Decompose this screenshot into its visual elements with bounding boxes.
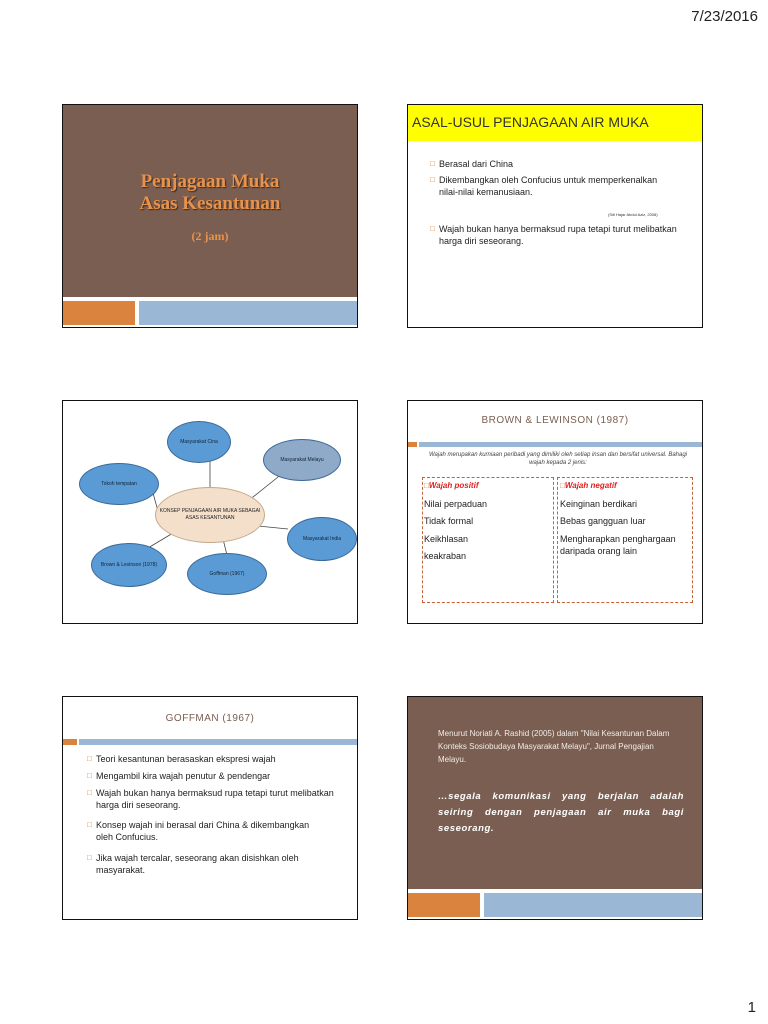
node-masyarakat-india: Masyarakat India (287, 517, 357, 561)
slide-title: GOFFMAN (1967) (165, 713, 255, 724)
list-item: Tidak formal (424, 516, 474, 526)
slide-2-origin (407, 104, 703, 328)
slide-header-band (408, 105, 702, 141)
diagram-center-node: KONSEP PENJAGAAN AIR MUKA SEBAGAI ASAS KESANTUNAN (155, 487, 265, 543)
presentation-title (63, 171, 357, 215)
accent-bar-blue (419, 442, 702, 447)
bullet-item: □ Dikembangkan oleh Confucius untuk memperkenalkan nilai-nilai kemanusiaan. (439, 174, 669, 198)
list-item: Nilai perpaduan (424, 499, 488, 509)
accent-bar-blue (484, 893, 702, 917)
accent-bar-blue (79, 739, 357, 745)
slide-6-quote (407, 696, 703, 920)
source-reference: Menurut Noriati A. Rashid (2005) dalam "Nilai Kesantunan Dalam Konteks Sosiobudaya Masyarakat Melayu", Jurnal Pengajian Melayu. (438, 729, 670, 764)
citation: (Siti Hajar Abdul Aziz, 2008) (608, 212, 658, 217)
accent-bar-orange (408, 893, 480, 917)
bullet-item: □ Jika wajah tercalar, seseorang akan disishkan oleh masyarakat. (96, 852, 346, 876)
list-item: Keinginan berdikari (560, 499, 638, 509)
bullet-item: □ Berasal dari China (439, 158, 689, 170)
list-item: Mengharapkan penghargaan daripada orang lain (560, 534, 676, 556)
slide-3-concept-diagram (62, 400, 358, 624)
intro-text: Wajah merupakan kurniaan peribadi yang dimiliki oleh setiap insan dan bersifat universal. Bahagi wajah kepada 2 jenis: (428, 452, 688, 466)
node-tokoh-tempatan: Tokoh tempatan (79, 463, 159, 505)
accent-bar-orange (63, 739, 77, 745)
slide-title: ASAL-USUL PENJAGAAN AIR MUKA (412, 114, 649, 130)
negative-face-heading: □ Wajah negatif (560, 481, 617, 490)
node-brown-levinson: Brown & Levinson (1978) (91, 543, 167, 587)
slide-5-goffman (62, 696, 358, 920)
title-line-2: Asas Kesantunan (139, 193, 281, 214)
slide-4-brown-lewinson (407, 400, 703, 624)
print-date: 7/23/2016 (691, 8, 758, 25)
bullet-item: □ Konsep wajah ini berasal dari China & dikembangkan oleh Confucius. (96, 819, 316, 843)
list-item: Bebas gangguan luar (560, 516, 646, 526)
bullet-item: □ Wajah bukan hanya bermaksud rupa tetapi turut melibatkan harga diri seseorang. (439, 223, 697, 247)
presentation-subtitle: (2 jam) (191, 229, 229, 243)
slide-1-title (62, 104, 358, 328)
bullet-item: □ Mengambil kira wajah penutur & pendengar (96, 770, 346, 782)
bullet-item: □ Wajah bukan hanya bermaksud rupa tetapi turut melibatkan harga diri seseorang. (96, 787, 346, 811)
node-masyarakat-cina: Masyarakat Cina (167, 421, 231, 463)
node-masyarakat-melayu: Masyarakat Melayu (263, 439, 341, 481)
bullet-item: □ Teori kesantunan berasaskan ekspresi wajah (96, 753, 346, 765)
list-item: keakraban (424, 551, 467, 561)
page-number: 1 (747, 999, 756, 1016)
quote-text: …segala komunikasi yang berjalan adalah seiring dengan penjagaan air muka bagi seseorang. (438, 791, 684, 834)
slide-title: BROWN & LEWINSON (1987) (481, 415, 629, 426)
accent-bar-orange (408, 442, 417, 447)
accent-bar-blue (139, 301, 357, 325)
node-goffman: Goffman (1967) (187, 553, 267, 595)
accent-bar-orange (63, 301, 135, 325)
title-line-1: Penjagaan Muka (140, 171, 280, 192)
positive-face-heading: □ Wajah positif (424, 481, 478, 490)
list-item: Keikhlasan (424, 534, 469, 544)
